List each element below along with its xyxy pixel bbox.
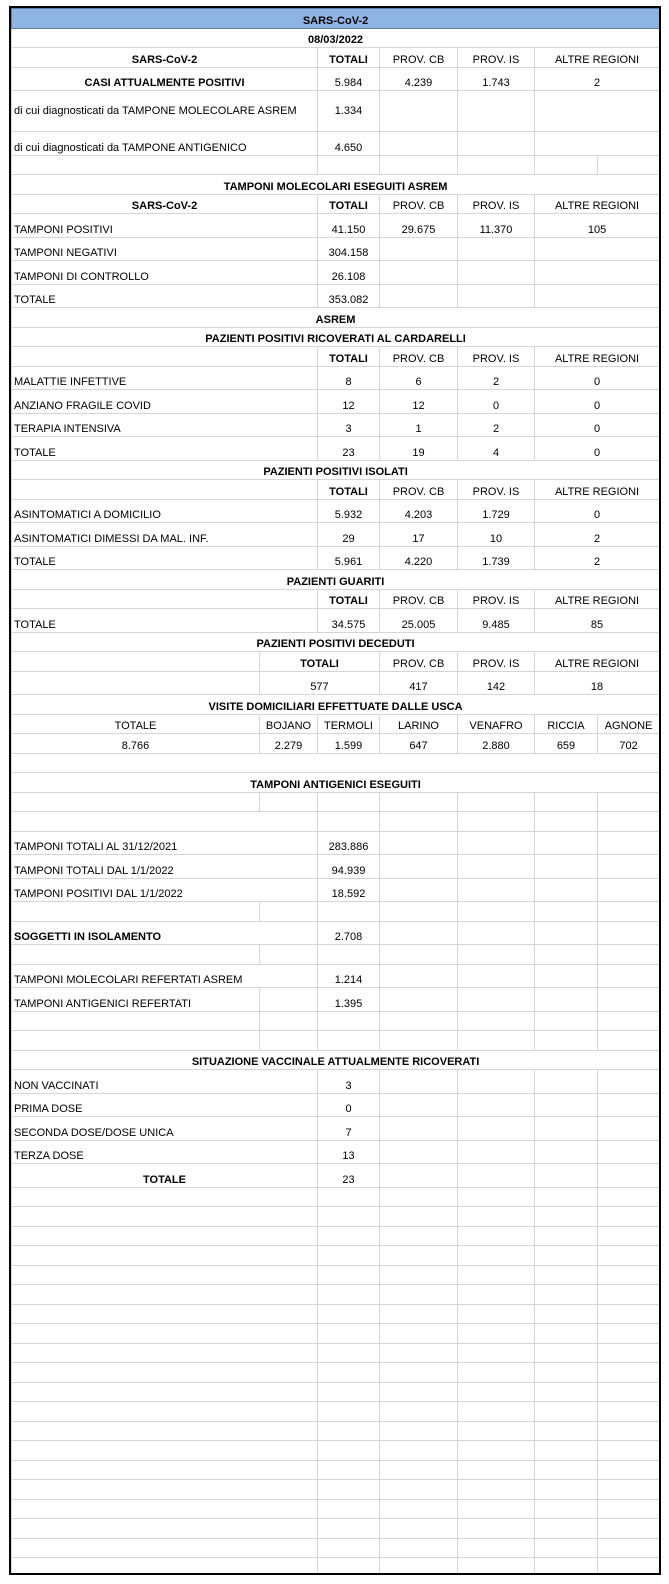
cell-value: 2 (535, 546, 660, 570)
col-header: ALTRE REGIONI (535, 347, 660, 367)
row-label: ASINTOMATICI DIMESSI DA MAL. INF. (12, 523, 318, 547)
section-title: PAZIENTI POSITIVI RICOVERATI AL CARDARELLI (12, 327, 660, 347)
empty-grid (12, 1187, 660, 1575)
cell-value: 85 (535, 609, 660, 633)
cell-value: 1 (380, 413, 458, 437)
cell-value: 577 (260, 671, 380, 695)
cell-value: 1.214 (318, 964, 380, 988)
col-header: PROV. CB (380, 347, 458, 367)
cell-value: 8 (318, 366, 380, 390)
cell-value: 142 (458, 671, 535, 695)
row-label: TAMPONI POSITIVI DAL 1/1/2022 (12, 878, 318, 902)
section-title: VISITE DOMICILIARI EFFETTUATE DALLE USCA (12, 695, 660, 715)
cell-value: 0 (535, 437, 660, 461)
row-label: TERAPIA INTENSIVA (12, 413, 318, 437)
row-label: TAMPONI TOTALI AL 31/12/2021 (12, 831, 318, 855)
cell-value: 1.395 (318, 988, 380, 1012)
col-header: AGNONE (598, 714, 660, 734)
row-label: SOGGETTI IN ISOLAMENTO (12, 921, 318, 945)
row-label: TAMPONI POSITIVI (12, 214, 318, 238)
cell-value: 12 (318, 390, 380, 414)
col-header: PROV. CB (380, 48, 458, 68)
section-header-label: SARS-CoV-2 (12, 194, 318, 214)
col-header: PROV. IS (458, 589, 535, 609)
col-header: RICCIA (535, 714, 598, 734)
col-header: PROV. CB (380, 652, 458, 672)
cell-value: 4.220 (380, 546, 458, 570)
cell-value: 34.575 (318, 609, 380, 633)
cell-value: 12 (380, 390, 458, 414)
cell-value: 17 (380, 523, 458, 547)
row-label: SECONDA DOSE/DOSE UNICA (12, 1117, 318, 1141)
cell-value: 3 (318, 413, 380, 437)
cell-value: 18 (535, 671, 660, 695)
row-label: TAMPONI TOTALI DAL 1/1/2022 (12, 855, 318, 879)
cell-value: 19 (380, 437, 458, 461)
row-label: PRIMA DOSE (12, 1093, 318, 1117)
cell-value: 2.279 (260, 734, 318, 754)
section-title: PAZIENTI POSITIVI ISOLATI (12, 460, 660, 480)
cell-value: 23 (318, 437, 380, 461)
col-header: ALTRE REGIONI (535, 480, 660, 500)
report-date: 08/03/2022 (12, 28, 660, 48)
cell-value: 1.743 (458, 67, 535, 91)
cell-value: 29.675 (380, 214, 458, 238)
col-header: ALTRE REGIONI (535, 589, 660, 609)
cell-value: 4 (458, 437, 535, 461)
cell-value: 0 (458, 390, 535, 414)
col-header: ALTRE REGIONI (535, 48, 660, 68)
col-header: VENAFRO (458, 714, 535, 734)
section-title: SITUAZIONE VACCINALE ATTUALMENTE RICOVERATI (12, 1050, 660, 1070)
row-label: ASINTOMATICI A DOMICILIO (12, 499, 318, 523)
cell-value: 6 (380, 366, 458, 390)
row-label: TAMPONI DI CONTROLLO (12, 261, 318, 285)
row-label: di cui diagnosticati da TAMPONE MOLECOLARE ASREM (12, 91, 318, 132)
cell-value: 702 (598, 734, 660, 754)
col-header: PROV. IS (458, 48, 535, 68)
row-label: TAMPONI ANTIGENICI REFERTATI (12, 988, 260, 1012)
row-label: TOTALE (12, 609, 318, 633)
cell-value: 417 (380, 671, 458, 695)
report-table (11, 8, 660, 1575)
section-title: TAMPONI MOLECOLARI ESEGUITI ASREM (12, 175, 660, 195)
cell-value: 1.739 (458, 546, 535, 570)
cell-value: 7 (318, 1117, 380, 1141)
cell-value: 41.150 (318, 214, 380, 238)
col-header: TOTALI (318, 480, 380, 500)
col-header: PROV. IS (458, 347, 535, 367)
cell-value: 1.729 (458, 499, 535, 523)
section-title: TAMPONI ANTIGENICI ESEGUITI (12, 773, 660, 793)
col-header: TOTALI (318, 194, 380, 214)
cell-value: 4.239 (380, 67, 458, 91)
casi-header-label: SARS-CoV-2 (12, 48, 318, 68)
cell-value: 1.334 (318, 91, 380, 132)
row-label: TAMPONI MOLECOLARI REFERTATI ASREM (12, 964, 318, 988)
cell-value: 1.599 (318, 734, 380, 754)
col-header: TOTALI (318, 48, 380, 68)
cell-value: 0 (535, 413, 660, 437)
cell-value: 94.939 (318, 855, 380, 879)
cell-value: 5.961 (318, 546, 380, 570)
cell-value: 105 (535, 214, 660, 238)
section-title: PAZIENTI POSITIVI DECEDUTI (12, 632, 660, 652)
col-header: PROV. IS (458, 194, 535, 214)
section-title: PAZIENTI GUARITI (12, 570, 660, 590)
row-label: ANZIANO FRAGILE COVID (12, 390, 318, 414)
cell-value: 283.886 (318, 831, 380, 855)
col-header: LARINO (380, 714, 458, 734)
cell-value: 2 (458, 413, 535, 437)
row-label: TOTALE (12, 284, 318, 308)
cell-value: 29 (318, 523, 380, 547)
cell-value: 0 (535, 366, 660, 390)
cell-value: 647 (380, 734, 458, 754)
cell-value: 3 (318, 1070, 380, 1094)
col-header: TERMOLI (318, 714, 380, 734)
col-header: BOJANO (260, 714, 318, 734)
cell-value: 25.005 (380, 609, 458, 633)
cell-value: 0 (535, 499, 660, 523)
cell-value: 5.984 (318, 67, 380, 91)
cell-value: 353.082 (318, 284, 380, 308)
cell-value: 304.158 (318, 237, 380, 261)
cell-value: 11.370 (458, 214, 535, 238)
cell-value: 23 (318, 1164, 380, 1188)
cell-value: 2.880 (458, 734, 535, 754)
col-header: PROV. CB (380, 480, 458, 500)
report-title: SARS-CoV-2 (12, 9, 660, 29)
cell-value: 13 (318, 1140, 380, 1164)
row-label: NON VACCINATI (12, 1070, 318, 1094)
cell-value: 8.766 (12, 734, 260, 754)
row-label: MALATTIE INFETTIVE (12, 366, 318, 390)
cell-value: 18.592 (318, 878, 380, 902)
col-header: PROV. CB (380, 589, 458, 609)
cell-value: 2 (458, 366, 535, 390)
cell-value: 26.108 (318, 261, 380, 285)
cell-value: 2 (535, 67, 660, 91)
cell-value: 10 (458, 523, 535, 547)
row-label: di cui diagnosticati da TAMPONE ANTIGENICO (12, 132, 318, 156)
row-label: TERZA DOSE (12, 1140, 318, 1164)
row-label: TOTALE (12, 437, 318, 461)
cell-value: 5.932 (318, 499, 380, 523)
col-header: TOTALE (12, 714, 260, 734)
cell-value: 0 (318, 1093, 380, 1117)
col-header: TOTALI (318, 589, 380, 609)
col-header: TOTALI (318, 347, 380, 367)
cell-value: 659 (535, 734, 598, 754)
cell-value: 2.708 (318, 921, 380, 945)
section-subtitle: ASREM (12, 308, 660, 328)
col-header: PROV. IS (458, 652, 535, 672)
row-label: TOTALE (12, 1164, 318, 1188)
col-header: PROV. IS (458, 480, 535, 500)
cell-value: 4.650 (318, 132, 380, 156)
col-header: ALTRE REGIONI (535, 194, 660, 214)
cell-value: 0 (535, 390, 660, 414)
row-label: TOTALE (12, 546, 318, 570)
row-label: TAMPONI NEGATIVI (12, 237, 318, 261)
row-label: CASI ATTUALMENTE POSITIVI (12, 67, 318, 91)
col-header: ALTRE REGIONI (535, 652, 660, 672)
cell-value: 2 (535, 523, 660, 547)
cell-value: 9.485 (458, 609, 535, 633)
col-header: PROV. CB (380, 194, 458, 214)
col-header: TOTALI (260, 652, 380, 672)
cell-value: 4.203 (380, 499, 458, 523)
report-sheet (9, 6, 661, 1575)
